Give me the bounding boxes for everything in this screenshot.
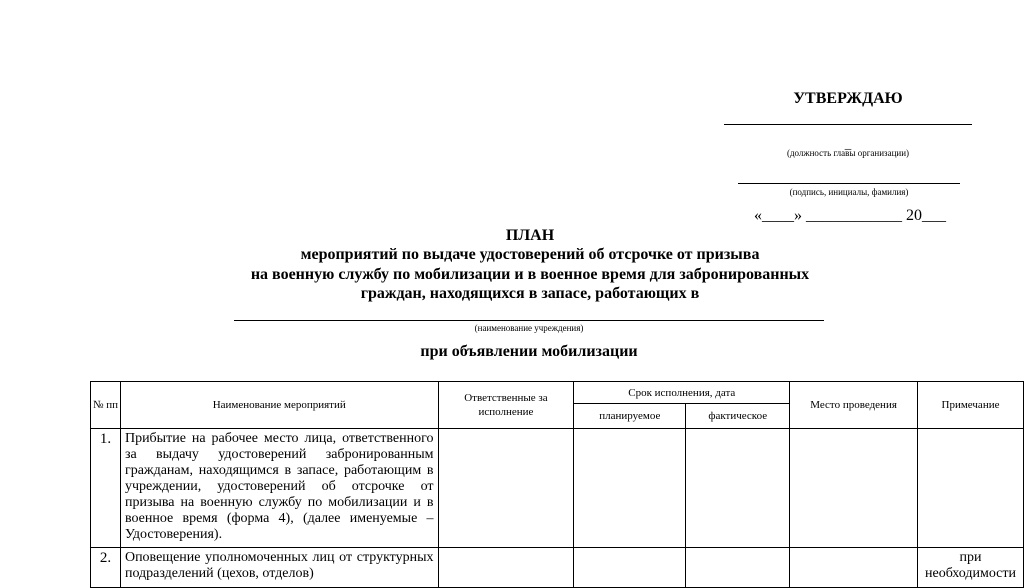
header-actual: фактическое	[686, 404, 790, 429]
header-num: № пп	[91, 382, 121, 429]
header-planned: планируемое	[574, 404, 686, 429]
row-actual	[686, 429, 790, 548]
mobilization-heading: при объявлении мобилизации	[420, 343, 638, 360]
plan-subtitle-line-2: на военную службу по мобилизации и в военное время для забронированных	[250, 266, 810, 283]
header-responsible: Ответственные за исполнение	[438, 382, 574, 429]
row-note: при необходимости	[917, 548, 1023, 588]
approval-date-line: «____» ____________ 20___	[754, 207, 946, 224]
activities-table	[90, 381, 1024, 588]
row-activity: Прибытие на рабочее место лица, ответственного за выдачу удостоверений забронированным гражданам, находящимся в запасе, работающим в учреждении, удостоверений об отсрочке от призыва на военную службу по мобилизации и в военное время (форма 4), (далее именуемые – Удостоверения).	[120, 429, 438, 548]
position-caption: (должность главы организации)	[786, 148, 910, 158]
position-line	[724, 124, 972, 125]
institution-caption: (наименование учреждения)	[474, 323, 584, 333]
table-row	[91, 548, 1024, 588]
row-number: 1.	[91, 429, 121, 548]
row-actual	[686, 548, 790, 588]
header-place: Место проведения	[790, 382, 918, 429]
signature-line	[738, 183, 960, 184]
row-responsible	[438, 429, 574, 548]
position-dash: _	[844, 136, 852, 151]
row-planned	[574, 548, 686, 588]
header-notes: Примечание	[917, 382, 1023, 429]
row-number: 2.	[91, 548, 121, 588]
plan-subtitle-line-1: мероприятий по выдаче удостоверений об отсрочке от призыва	[300, 246, 760, 263]
row-note	[917, 429, 1023, 548]
table-row	[91, 429, 1024, 548]
signature-caption: (подпись, инициалы, фамилия)	[789, 187, 909, 197]
row-activity: Оповещение уполномоченных лиц от структурных подразделений (цехов, отделов)	[120, 548, 438, 588]
row-planned	[574, 429, 686, 548]
row-responsible	[438, 548, 574, 588]
approval-title: УТВЕРЖДАЮ	[793, 90, 903, 107]
header-deadline: Срок исполнения, дата	[574, 382, 790, 404]
plan-subtitle-line-3: граждан, находящихся в запасе, работающих в	[360, 285, 700, 302]
row-place	[790, 429, 918, 548]
row-place	[790, 548, 918, 588]
plan-title: ПЛАН	[505, 227, 555, 244]
institution-line	[234, 320, 824, 321]
header-activity: Наименование мероприятий	[120, 382, 438, 429]
